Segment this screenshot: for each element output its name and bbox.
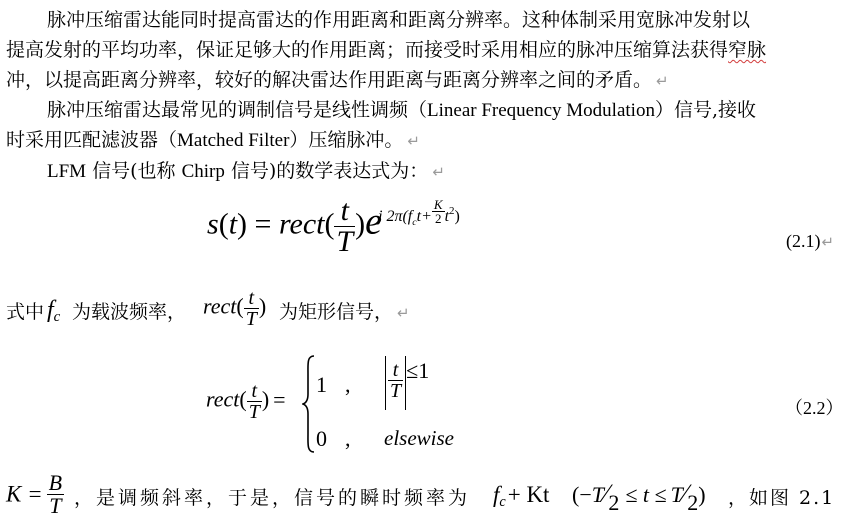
fraction-numerator: K: [433, 197, 443, 212]
paragraph-return-icon: ↵: [656, 72, 669, 90]
eq-symbol: s: [207, 207, 219, 241]
text-run-latin: Linear Frequency Modulation: [427, 100, 655, 121]
eq-symbol: (: [218, 207, 229, 241]
case-2-value: 0: [316, 426, 327, 451]
fraction-t-over-T: [247, 381, 262, 422]
eq-symbol: rect: [278, 207, 325, 241]
equation-2-1-exponent: [378, 198, 460, 228]
fraction-t-over-T: [388, 360, 403, 401]
case-2-comma: ,: [345, 426, 351, 451]
eq-symbol: e: [365, 200, 383, 243]
fraction-numerator: t: [251, 380, 258, 402]
text-run: ，是调频斜率，于是，信号的瞬时频率为: [74, 487, 471, 509]
fraction-denominator: T: [245, 308, 257, 330]
fraction-denominator: T: [248, 401, 260, 423]
symbol-fc-plus-Kt: [493, 482, 549, 511]
eq-symbol: 2: [608, 490, 620, 515]
eq-symbol: t: [228, 207, 238, 241]
left-brace-icon: [302, 354, 316, 454]
eq-symbol: f: [493, 482, 500, 507]
eq-symbol: ≤ t ≤: [625, 482, 667, 507]
abs-bars: [385, 356, 406, 410]
eq-symbol: ): [258, 293, 267, 319]
fraction-t-over-T: [244, 288, 259, 329]
fraction-numerator: B: [48, 470, 63, 495]
paragraph-return-icon: ↵: [407, 132, 420, 150]
text-run: ）压缩脉冲。: [289, 129, 404, 151]
symbol-time-range: (−T⁄2 ≤ t ≤ T⁄2): [572, 479, 706, 515]
paragraph-return-icon: ↵: [821, 233, 835, 251]
equation-number-text: （2.2）: [785, 398, 843, 418]
paragraph-1-line-3: [6, 68, 669, 93]
text-run: 时采用匹配滤波器（: [6, 129, 178, 151]
eq-symbol: t: [444, 208, 450, 225]
eq-symbol: j 2π(: [378, 208, 408, 225]
eq-symbol: + Kt: [507, 482, 550, 507]
fraction-numerator: t: [392, 359, 399, 381]
eq-symbol: f: [407, 208, 413, 225]
eq-symbol: t+: [416, 208, 432, 225]
case-1-value: 1: [316, 372, 327, 397]
fraction-t-over-T: [334, 196, 355, 257]
fraction-K-over-2: [432, 198, 445, 225]
symbol-K-equals-B-over-T: [6, 472, 64, 517]
where-line-part-3: [279, 300, 410, 325]
symbol-rect-t-over-T: [203, 288, 266, 329]
text-run: 提高发射的平均功率，保证足够大的作用距离；而接受时采用相应的脉冲压缩算法获得: [6, 39, 729, 61]
eq-symbol: K =: [6, 481, 43, 507]
eq-symbol: ): [355, 207, 366, 241]
fraction-denominator: T: [336, 225, 354, 258]
eq-symbol: rect: [203, 293, 237, 319]
paragraph-return-icon: ↵: [397, 304, 410, 322]
symbol-fc: [47, 297, 60, 326]
eq-symbol: ): [454, 208, 460, 225]
eq-symbol: (: [239, 386, 247, 412]
fraction-denominator: 2: [432, 211, 445, 225]
fraction-denominator: T: [390, 380, 402, 402]
last-line-part-1: [74, 486, 470, 510]
eq-symbol: =: [273, 386, 286, 412]
text-run: 式中: [6, 301, 45, 323]
text-run: 为载波频率，: [72, 301, 187, 323]
eq-symbol: 2: [687, 490, 699, 515]
case-2-condition: elsewise: [384, 426, 454, 450]
text-run: ，如图 2.1: [728, 487, 836, 509]
eq-symbol: (: [236, 293, 244, 319]
equation-number-2-2: [785, 394, 843, 420]
eq-symbol: ≤1: [406, 358, 430, 383]
equation-number-text: (2.1): [786, 231, 821, 251]
eq-symbol: ): [698, 482, 706, 507]
text-run: 脉冲压缩雷达最常见的调制信号是线性调频（: [47, 99, 428, 121]
eq-symbol: =: [254, 207, 272, 241]
fraction-B-over-T: [47, 472, 64, 517]
text-run: 信号)的数学表达式为：: [224, 160, 429, 182]
eq-subscript: c: [412, 217, 417, 228]
spellcheck-underlined-text[interactable]: 窄脉: [728, 39, 767, 61]
eq-symbol: f: [47, 297, 54, 323]
eq-symbol: ): [237, 207, 248, 241]
paragraph-2-line-2: [6, 128, 420, 153]
text-run: ）信号,接收: [654, 99, 756, 121]
equation-number-2-1: [786, 231, 834, 252]
eq-subscript: c: [499, 494, 506, 510]
last-line-part-2: [728, 486, 835, 510]
eq-symbol: (: [324, 207, 335, 241]
text-run-latin: Chirp: [181, 161, 225, 182]
text-run: 为矩形信号，: [279, 301, 394, 323]
paragraph-return-icon: ↵: [432, 163, 445, 181]
where-line: [6, 300, 44, 324]
where-line-part-2: [72, 300, 186, 324]
equation-2-1: [207, 196, 382, 268]
fraction-numerator: t: [340, 194, 349, 227]
eq-subscript: c: [53, 309, 61, 325]
paragraph-1-line-2: [6, 38, 766, 62]
text-run: 脉冲压缩雷达能同时提高雷达的作用距离和距离分辨率。这种体制采用宽脉冲发射以: [47, 9, 751, 31]
eq-symbol: rect: [206, 386, 240, 412]
paragraph-1-line-1: [47, 8, 750, 32]
text-run-latin: LFM: [47, 161, 87, 182]
paragraph-3-line-1: [47, 159, 445, 184]
fraction-numerator: t: [248, 287, 255, 309]
eq-symbol: (−: [572, 482, 592, 507]
text-run: 冲，以提高距离分辨率，较好的解决雷达作用距离与距离分辨率之间的矛盾。: [6, 69, 653, 91]
equation-2-2-lhs: [206, 381, 286, 422]
case-1-condition: [385, 356, 429, 410]
eq-symbol: T: [670, 482, 683, 507]
text-run-latin: Matched Filter: [177, 130, 290, 151]
eq-superscript: 2: [449, 205, 455, 217]
text-run: 信号(也称: [86, 160, 182, 182]
fraction-denominator: T: [47, 494, 64, 517]
paragraph-2-line-1: [47, 98, 756, 123]
eq-symbol: ): [261, 386, 270, 412]
eq-symbol: T: [591, 482, 604, 507]
case-1-comma: ,: [345, 372, 351, 397]
